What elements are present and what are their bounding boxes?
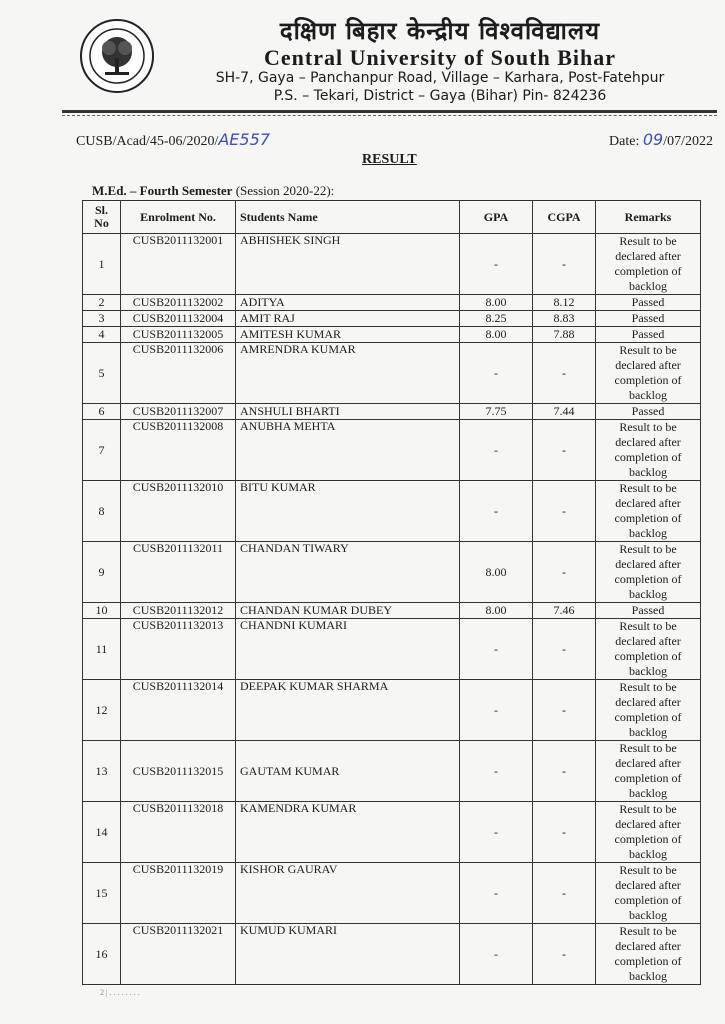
cell-enrolment: CUSB2011132007 <box>121 404 236 420</box>
cell-remarks: Passed <box>596 404 701 420</box>
cell-remarks: Result to be declared after completion of backlog <box>596 924 701 985</box>
cell-sl-no: 4 <box>83 327 121 343</box>
header-divider <box>62 110 717 113</box>
cell-gpa: - <box>460 343 533 404</box>
cell-enrolment: CUSB2011132002 <box>121 295 236 311</box>
cell-cgpa: - <box>533 863 596 924</box>
cell-sl-no: 5 <box>83 343 121 404</box>
cell-student-name: DEEPAK KUMAR SHARMA <box>236 680 460 741</box>
table-row <box>83 680 701 741</box>
cell-cgpa: 8.83 <box>533 311 596 327</box>
table-row <box>83 542 701 603</box>
header-remarks: Remarks <box>596 201 701 234</box>
header-student-name: Students Name <box>236 201 460 234</box>
cell-student-name: KAMENDRA KUMAR <box>236 802 460 863</box>
cell-gpa: - <box>460 619 533 680</box>
table-row <box>83 619 701 680</box>
cell-enrolment: CUSB2011132001 <box>121 234 236 295</box>
date-day-handwritten: 09 <box>642 130 664 149</box>
cell-cgpa: - <box>533 924 596 985</box>
address-line-1: SH-7, Gaya – Panchanpur Road, Village – Karhara, Post-Fatehpur <box>215 70 665 86</box>
cell-cgpa: - <box>533 619 596 680</box>
table-row <box>83 311 701 327</box>
cell-sl-no: 6 <box>83 404 121 420</box>
cell-enrolment: CUSB2011132006 <box>121 343 236 404</box>
cell-remarks: Passed <box>596 311 701 327</box>
university-name-hindi: दक्षिण बिहार केन्द्रीय विश्वविद्यालय <box>279 17 601 45</box>
cell-cgpa: 7.88 <box>533 327 596 343</box>
cell-gpa: 7.75 <box>460 404 533 420</box>
cell-gpa: 8.25 <box>460 311 533 327</box>
cell-student-name: ANUBHA MEHTA <box>236 420 460 481</box>
reference-number <box>76 130 270 150</box>
cell-gpa: 8.00 <box>460 295 533 311</box>
cell-remarks: Result to be declared after completion of backlog <box>596 234 701 295</box>
cell-gpa: - <box>460 680 533 741</box>
cell-student-name: KISHOR GAURAV <box>236 863 460 924</box>
cell-enrolment: CUSB2011132021 <box>121 924 236 985</box>
cell-gpa: - <box>460 741 533 802</box>
cell-sl-no: 14 <box>83 802 121 863</box>
reference-printed: CUSB/Acad/45-06/2020/ <box>76 134 219 149</box>
date-rest: /07/2022 <box>663 134 713 149</box>
cell-enrolment: CUSB2011132008 <box>121 420 236 481</box>
table-row <box>83 741 701 802</box>
university-name-english: Central University of South Bihar <box>264 45 616 70</box>
header-divider-dashed <box>62 115 717 116</box>
header-cgpa: CGPA <box>533 201 596 234</box>
cell-gpa: - <box>460 234 533 295</box>
cell-cgpa: - <box>533 802 596 863</box>
cell-remarks: Passed <box>596 295 701 311</box>
table-row <box>83 603 701 619</box>
cell-remarks: Result to be declared after completion of backlog <box>596 619 701 680</box>
cell-enrolment: CUSB2011132014 <box>121 680 236 741</box>
cell-student-name: AMIT RAJ <box>236 311 460 327</box>
header-enrolment: Enrolment No. <box>121 201 236 234</box>
cell-cgpa: - <box>533 741 596 802</box>
cell-cgpa: - <box>533 420 596 481</box>
table-row <box>83 802 701 863</box>
course-session: (Session 2020-22): <box>235 183 335 198</box>
issue-date <box>609 130 713 150</box>
cell-sl-no: 8 <box>83 481 121 542</box>
table-row <box>83 343 701 404</box>
table-row <box>83 924 701 985</box>
cell-student-name: ABHISHEK SINGH <box>236 234 460 295</box>
cell-enrolment: CUSB2011132013 <box>121 619 236 680</box>
cell-sl-no: 2 <box>83 295 121 311</box>
table-row <box>83 420 701 481</box>
page-footer-mark: 2|........ <box>100 988 142 997</box>
cell-remarks: Result to be declared after completion of backlog <box>596 863 701 924</box>
cell-sl-no: 16 <box>83 924 121 985</box>
header-gpa: GPA <box>460 201 533 234</box>
cell-student-name: CHANDAN KUMAR DUBEY <box>236 603 460 619</box>
reference-handwritten: AE557 <box>218 130 270 149</box>
cell-sl-no: 7 <box>83 420 121 481</box>
cell-student-name: AMRENDRA KUMAR <box>236 343 460 404</box>
cell-sl-no: 12 <box>83 680 121 741</box>
cell-cgpa: 7.44 <box>533 404 596 420</box>
cell-student-name: AMITESH KUMAR <box>236 327 460 343</box>
course-heading <box>92 183 334 199</box>
cell-remarks: Result to be declared after completion of backlog <box>596 802 701 863</box>
document-title: RESULT <box>362 152 417 167</box>
cell-remarks: Passed <box>596 327 701 343</box>
cell-sl-no: 1 <box>83 234 121 295</box>
cell-remarks: Passed <box>596 603 701 619</box>
cell-remarks: Result to be declared after completion of backlog <box>596 542 701 603</box>
cell-gpa: - <box>460 481 533 542</box>
cell-gpa: 8.00 <box>460 327 533 343</box>
cell-remarks: Result to be declared after completion of backlog <box>596 343 701 404</box>
cell-gpa: - <box>460 863 533 924</box>
date-label: Date: <box>609 134 640 149</box>
cell-student-name: CHANDAN TIWARY <box>236 542 460 603</box>
cell-gpa: - <box>460 802 533 863</box>
cell-enrolment: CUSB2011132011 <box>121 542 236 603</box>
table-header-row <box>83 201 701 234</box>
cell-cgpa: - <box>533 481 596 542</box>
cell-student-name: GAUTAM KUMAR <box>236 741 460 802</box>
cell-gpa: - <box>460 420 533 481</box>
cell-gpa: - <box>460 924 533 985</box>
table-row <box>83 863 701 924</box>
cell-sl-no: 13 <box>83 741 121 802</box>
cell-sl-no: 3 <box>83 311 121 327</box>
cell-enrolment: CUSB2011132010 <box>121 481 236 542</box>
cell-remarks: Result to be declared after completion of backlog <box>596 741 701 802</box>
cell-cgpa: 8.12 <box>533 295 596 311</box>
cell-remarks: Result to be declared after completion of backlog <box>596 680 701 741</box>
cell-enrolment: CUSB2011132018 <box>121 802 236 863</box>
cell-cgpa: - <box>533 343 596 404</box>
cell-student-name: BITU KUMAR <box>236 481 460 542</box>
table-row <box>83 327 701 343</box>
cell-enrolment: CUSB2011132012 <box>121 603 236 619</box>
cell-sl-no: 10 <box>83 603 121 619</box>
cell-cgpa: 7.46 <box>533 603 596 619</box>
university-seal-icon <box>79 18 155 94</box>
cell-gpa: 8.00 <box>460 603 533 619</box>
table-row <box>83 295 701 311</box>
cell-enrolment: CUSB2011132004 <box>121 311 236 327</box>
cell-student-name: ADITYA <box>236 295 460 311</box>
header-sl-no: Sl. No <box>83 201 121 234</box>
cell-cgpa: - <box>533 234 596 295</box>
cell-student-name: ANSHULI BHARTI <box>236 404 460 420</box>
table-row <box>83 404 701 420</box>
cell-remarks: Result to be declared after completion of backlog <box>596 420 701 481</box>
cell-enrolment: CUSB2011132019 <box>121 863 236 924</box>
result-table <box>82 200 701 985</box>
cell-student-name: KUMUD KUMARI <box>236 924 460 985</box>
address-line-2: P.S. – Tekari, District – Gaya (Bihar) Pin- 824236 <box>273 88 607 104</box>
cell-sl-no: 9 <box>83 542 121 603</box>
cell-student-name: CHANDNI KUMARI <box>236 619 460 680</box>
cell-gpa: 8.00 <box>460 542 533 603</box>
cell-cgpa: - <box>533 680 596 741</box>
cell-cgpa: - <box>533 542 596 603</box>
cell-remarks: Result to be declared after completion of backlog <box>596 481 701 542</box>
table-row <box>83 234 701 295</box>
course-name: M.Ed. – Fourth Semester <box>92 183 233 198</box>
cell-enrolment: CUSB2011132005 <box>121 327 236 343</box>
cell-enrolment: CUSB2011132015 <box>121 741 236 802</box>
cell-sl-no: 15 <box>83 863 121 924</box>
cell-sl-no: 11 <box>83 619 121 680</box>
table-row <box>83 481 701 542</box>
